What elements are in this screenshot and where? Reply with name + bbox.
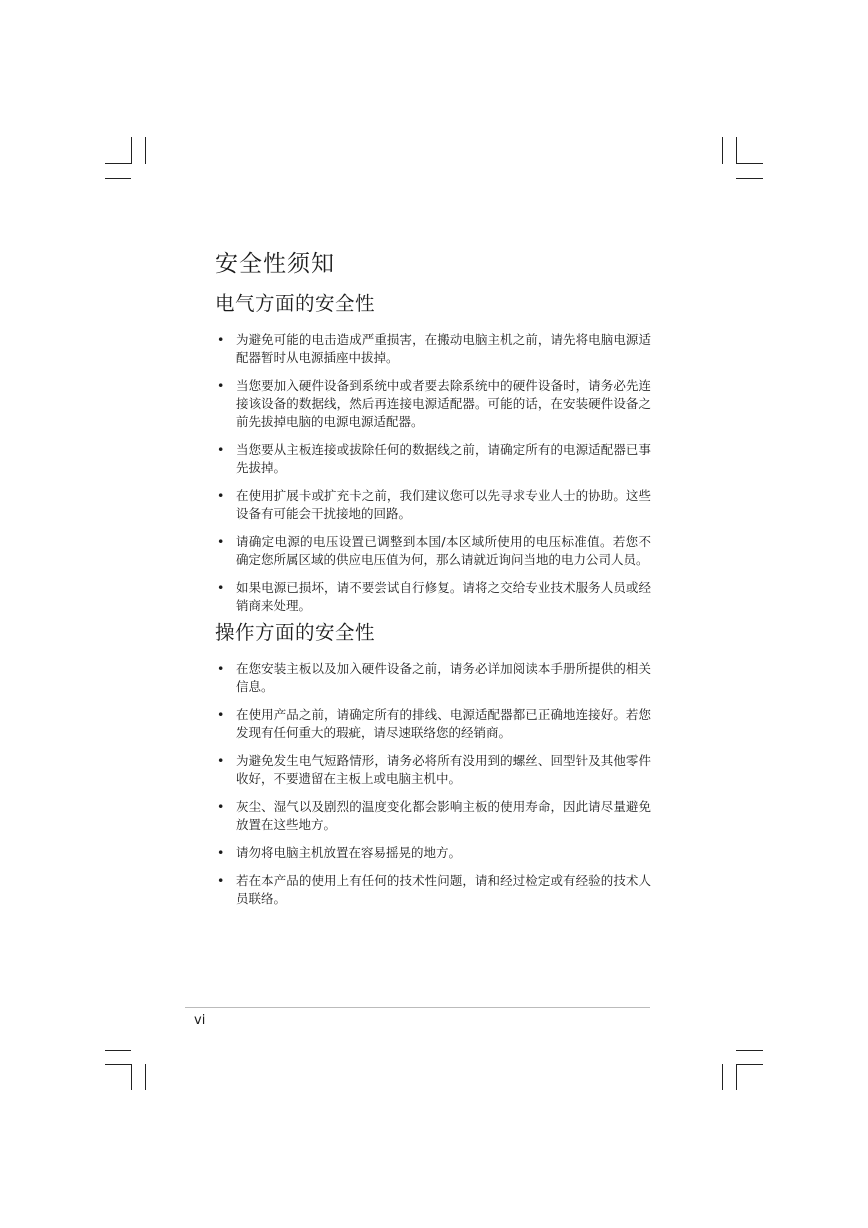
bullet-icon: •	[217, 332, 225, 347]
list-item-text: 为避免可能的电击造成严重损害，在搬动电脑主机之前，请先将电脑电源适配器暂时从电源插座中拔掉。	[236, 332, 651, 365]
footer-divider	[185, 1007, 650, 1008]
bullet-icon: •	[217, 661, 225, 676]
crop-mark	[736, 178, 763, 179]
crop-mark	[131, 137, 132, 164]
list-item	[215, 798, 651, 834]
list-item	[215, 533, 651, 569]
list-item-text: 当您要加入硬件设备到系统中或者要去除系统中的硬件设备时，请务必先连接该设备的数据线，然后再连接电源适配器。可能的话，在安装硬件设备之前先拔掉电脑的电源电源适配器。	[236, 378, 651, 429]
list-item-text: 如果电源已损坏，请不要尝试自行修复。请将之交给专业技术服务人员或经销商来处理。	[236, 580, 651, 613]
section-heading-electrical: 电气方面的安全性	[215, 292, 376, 315]
crop-mark	[145, 137, 146, 164]
operation-safety-list	[215, 660, 651, 908]
list-item-text: 灰尘、湿气以及剧烈的温度变化都会影响主板的使用寿命，因此请尽量避免放置在这些地方。	[236, 799, 651, 832]
list-item-text: 在您安装主板以及加入硬件设备之前，请务必详加阅读本手册所提供的相关信息。	[236, 661, 651, 694]
bullet-icon: •	[217, 488, 225, 503]
list-item	[215, 752, 651, 788]
crop-mark	[145, 1064, 146, 1090]
page-title: 安全性须知	[215, 251, 335, 277]
list-item-text: 若在本产品的使用上有任何的技术性问题，请和经过检定或有经验的技术人员联络。	[236, 873, 651, 906]
list-item	[215, 579, 651, 615]
list-item-text: 请勿将电脑主机放置在容易摇晃的地方。	[236, 845, 462, 860]
crop-mark	[736, 1050, 763, 1051]
list-item-text: 请确定电源的电压设置已调整到本国/本区域所使用的电压标准值。若您不确定您所属区域的供应电压值为何，那么请就近询问当地的电力公司人员。	[236, 534, 651, 567]
document-body	[215, 248, 651, 918]
crop-mark	[131, 1064, 132, 1090]
bullet-icon: •	[217, 845, 225, 860]
crop-mark	[722, 1064, 723, 1090]
section-heading-operation: 操作方面的安全性	[215, 621, 376, 644]
page-number: vi	[194, 1013, 206, 1028]
list-item	[215, 660, 651, 696]
crop-mark	[736, 163, 763, 164]
list-item-text: 当您要从主板连接或拔除任何的数据线之前，请确定所有的电源适配器已事先拔掉。	[236, 442, 651, 475]
list-item	[215, 706, 651, 742]
bullet-icon: •	[217, 378, 225, 393]
bullet-icon: •	[217, 580, 225, 595]
list-item-text: 为避免发生电气短路情形，请务必将所有没用到的螺丝、回型针及其他零件收好，不要遗留在主板上或电脑主机中。	[236, 753, 651, 786]
crop-mark	[736, 1064, 737, 1090]
bullet-icon: •	[217, 799, 225, 814]
list-item	[215, 377, 651, 431]
crop-mark	[722, 137, 723, 164]
electrical-safety-list	[215, 331, 651, 615]
crop-mark	[105, 163, 131, 164]
list-item	[215, 844, 651, 862]
bullet-icon: •	[217, 534, 225, 549]
list-item	[215, 441, 651, 477]
bullet-icon: •	[217, 442, 225, 457]
crop-mark	[736, 1064, 763, 1065]
crop-mark	[105, 1064, 131, 1065]
crop-mark	[105, 178, 131, 179]
bullet-icon: •	[217, 753, 225, 768]
list-item	[215, 872, 651, 908]
bullet-icon: •	[217, 873, 225, 888]
list-item	[215, 487, 651, 523]
list-item	[215, 331, 651, 367]
crop-mark	[736, 137, 737, 164]
crop-mark	[105, 1050, 131, 1051]
list-item-text: 在使用产品之前，请确定所有的排线、电源适配器都已正确地连接好。若您发现有任何重大的瑕疵，请尽速联络您的经销商。	[236, 707, 651, 740]
bullet-icon: •	[217, 707, 225, 722]
list-item-text: 在使用扩展卡或扩充卡之前，我们建议您可以先寻求专业人士的协助。这些设备有可能会干扰接地的回路。	[236, 488, 651, 521]
